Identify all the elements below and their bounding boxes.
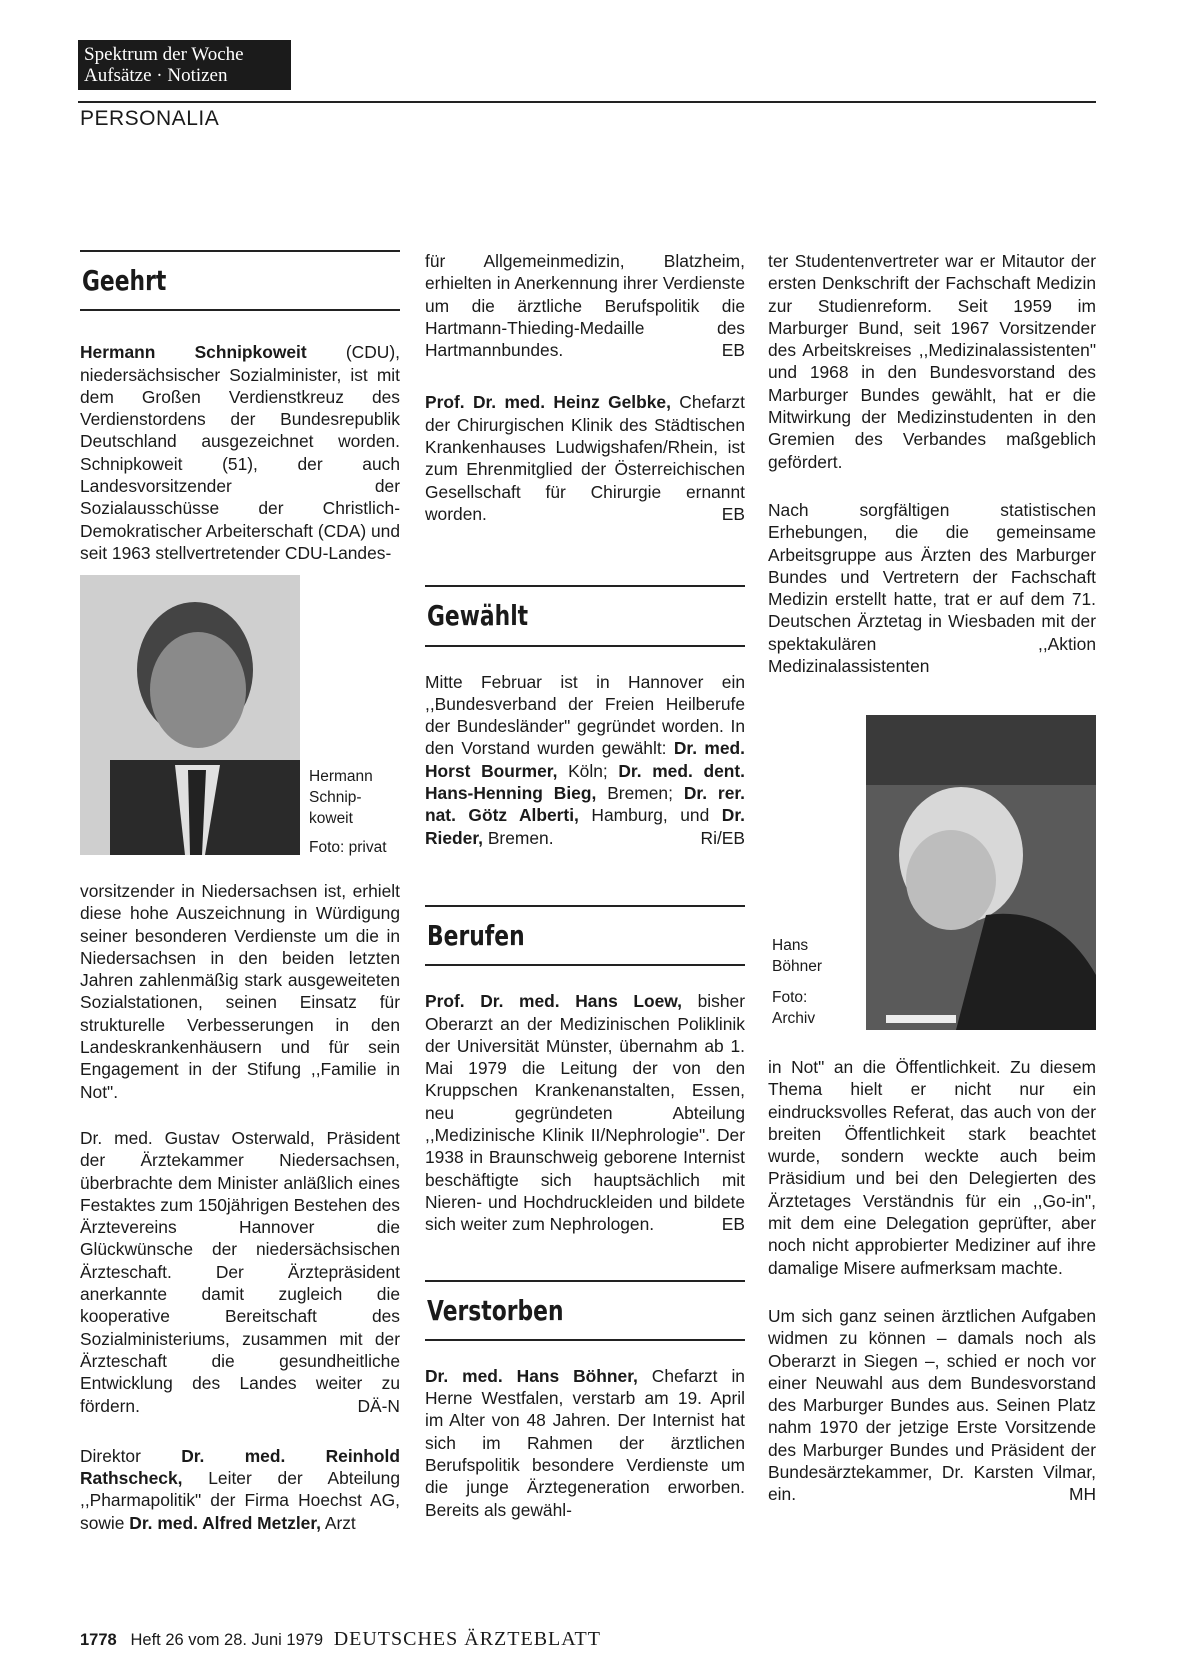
heading-rule <box>80 309 400 311</box>
paragraph-text: Dr. med. Gustav Osterwald, Präsident der Ärztekammer Niedersachsen, überbrachte dem Minister anläßlich eines Festaktes zum 150jährigen Bestehen des Ärztevereins Hannover die Glückwünsche der niedersächsischen Ärzteschaft. Der Ärztepräsident anerkannte damit zugleich die kooperative Bereitschaft des Sozialministeriums, zusammen mit der Ärzteschaft die gesundheitliche Entwicklung des Landes weiter zu fördern. <box>80 1127 400 1416</box>
heading-rule <box>425 645 745 647</box>
paragraph-text: Leiter der Abteilung ,,Pharmapolitik" der Firma Hoechst AG, sowie <box>80 1468 400 1533</box>
header-rule <box>78 101 1096 103</box>
paragraph-text: Köln; <box>557 760 619 781</box>
heading-geehrt: Geehrt <box>82 264 167 297</box>
section-badge <box>78 40 291 90</box>
paragraph <box>425 671 745 849</box>
heading-rule <box>425 1339 745 1341</box>
paragraph-text: (CDU), niedersächsischer Sozialminister, ist mit dem Großen Verdienstkreuz des Verdienstordens der Bundesrepublik Deutschland ausgezeichnet worden. Schnipkoweit (51), der auch Landesvorsitzender der Sozialausschüsse der Christlich-Demokratischer Arbeiterschaft (CDA) und seit 1963 stellvertretender CDU-Landes- <box>80 342 400 563</box>
page-footer <box>80 1628 601 1651</box>
section-label: PERSONALIA <box>80 107 220 130</box>
photo-credit: Archiv <box>772 1010 816 1027</box>
person-name: Prof. Dr. med. Heinz Gelbke, <box>425 392 671 413</box>
paragraph-text: bisher Oberarzt an der Medizinischen Poliklinik der Universität Münster, übernahm ab 1. Mai 1979 die Leitung der von den Kruppschen Krankenanstalten, Essen, neu gegründeten Abteilung ,,Medizinische Klinik II/Nephrologie". Der 1938 in Braunschweig geborene Internist beschäftigte sich hauptsächlich mit Nieren- und Hochdruckleiden und bildete sich weiter zum Nephrologen. <box>425 991 745 1235</box>
paragraph-text: Bremen. <box>483 827 554 848</box>
paragraph: Nach sorgfältigen statistischen Erhebungen, die die gemeinsame Arbeitsgruppe aus Ärzten des Marburger Bundes und Vertretern der Fachschaft Medizin erstellt hatte, trat er auf dem 71. Deutschen Ärztetag in Wiesbaden mit der spektakulären ,,Aktion Medizinalassistenten <box>768 499 1096 677</box>
column-1 <box>80 250 400 564</box>
paragraph-text: Um sich ganz seinen ärztlichen Aufgaben widmen zu können – damals noch als Oberarzt in Siegen –, schied er noch vor einer Neuwahl aus dem Bundesvorstand des Marburger Bundes aus. Seinen Platz nahm 1970 der jetzige Erste Vorsitzende des Marburger Bundes und Präsident der Bundesärztekammer, Dr. Karsten Vilmar, ein. <box>768 1305 1096 1505</box>
paragraph: in Not" an die Öffentlichkeit. Zu diesem Thema hielt er nicht nur ein eindrucksvolles Referat, das auch von der breiten Öffentlichkeit stark beachtet wurde, sondern weckte auch beim Präsidium und bei den Delegierten des Ärztetages Verständnis für ein ,,Go-in", mit dem eine Delegation geprüfter, aber noch nicht approbierter Mediziner auf ihre damalige Misere aufmerksam machte. <box>768 1057 1096 1278</box>
person-name: Dr. med. Alfred Metzler, <box>129 1512 321 1533</box>
person-name: Hermann Schnipkoweit <box>80 342 307 363</box>
author-signature: Ri/EB <box>700 827 745 848</box>
author-signature: EB <box>721 1214 745 1235</box>
caption-line: Böhner <box>772 958 822 975</box>
heading-rule <box>425 964 745 966</box>
heading-rule <box>80 250 400 252</box>
heading-berufen: Berufen <box>427 918 525 952</box>
issue-info: Heft 26 vom 28. Juni 1979 <box>130 1631 324 1649</box>
paragraph: vorsitzender in Niedersachsen ist, erhielt diese hohe Auszeichnung in Würdigung seiner besonderen Verdienste um die in Niedersachsen in den beiden letzten Jahren zahlenmäßig stark ausgeweiteten Sozialstationen, seinen Einsatz für strukturelle Verbesserungen in den Landeskrankenhäusern und für sein Engagement in der Stifung ,,Familie in Not". <box>80 881 400 1102</box>
paragraph <box>425 1365 745 1521</box>
column-3-continued <box>768 1056 1096 1506</box>
paragraph <box>80 1445 400 1534</box>
column-1-continued <box>80 880 400 1534</box>
page-number: 1778 <box>80 1631 117 1649</box>
paragraph: ter Studentenvertreter war er Mitautor der ersten Denkschrift der Fachschaft Medizin zur Studienreform. Seit 1959 im Marburger Bund, seit 1967 Vorsitzender des Arbeitskreises ,,Medizinalassistenten" und 1968 in den Bundesvorstand des Marburger Bundes gewählt, hat er die Mitwirkung der Medizinstudenten in den Gremien des Verbandes maßgeblich gefördert. <box>768 251 1096 472</box>
paragraph <box>80 341 400 564</box>
paragraph-text: Chefarzt der Chirurgischen Klinik des Städtischen Krankenhauses Ludwigshafen/Rhein, ist zum Ehrenmitglied der Österreichischen Gesellschaft für Chirurgie ernannt worden. <box>425 392 745 524</box>
person-name: Dr. Rieder, <box>425 805 745 848</box>
portrait-photo-boehner <box>866 715 1096 1030</box>
person-name: Dr. med. Horst Bourmer, <box>425 738 745 781</box>
person-name: Dr. med. Hans Böhner, <box>425 1365 638 1386</box>
author-signature: EB <box>721 340 745 361</box>
paragraph-text: Chefarzt in Herne Westfalen, verstarb am 19. April im Alter von 48 Jahren. Der Internist hat sich im Rahmen der ärztlichen Berufspolitik besondere Verdienste um die junge Ärztegeneration erworben. Bereits als gewähl- <box>425 1365 745 1520</box>
person-name: Dr. med. dent. Hans-Henning Bieg, <box>425 760 746 804</box>
badge-line-2: Aufsätze · Notizen <box>84 65 228 86</box>
caption-line: Schnip- <box>309 789 362 806</box>
column-2 <box>425 250 745 1521</box>
portrait-image <box>80 575 300 855</box>
paragraph-text: für Allgemeinmedizin, Blatzheim, erhielten in Anerkennung ihrer Verdienste um die ärztliche Berufspolitik die Hartmann-Thieding-Medaille des Hartmannbundes. <box>425 251 745 361</box>
author-signature: DÄ-N <box>357 1395 400 1416</box>
paragraph <box>425 391 745 525</box>
author-signature: EB <box>721 503 745 524</box>
paragraph <box>425 250 745 361</box>
column-3 <box>768 250 1096 677</box>
heading-rule <box>425 905 745 907</box>
photo-credit: Foto: <box>772 989 808 1006</box>
photo-caption-schnipkoweit <box>309 766 387 858</box>
person-name: Dr. med. Reinhold Rathscheck, <box>80 1445 400 1489</box>
portrait-image <box>866 715 1096 1030</box>
caption-line: Hermann <box>309 768 373 785</box>
author-signature: MH <box>1068 1484 1096 1505</box>
paragraph-text: Bremen; <box>596 783 684 804</box>
caption-line: Hans <box>772 937 809 954</box>
portrait-photo-schnipkoweit <box>80 575 300 855</box>
paragraph <box>80 1127 400 1417</box>
paragraph-text: Mitte Februar ist in Hannover ein ,,Bundesverband der Freien Heilberufe der Bundesländer" gegründet worden. In den Vorstand wurden gewählt: <box>425 671 745 759</box>
badge-line-1: Spektrum der Woche <box>84 44 244 65</box>
person-name: Prof. Dr. med. Hans Loew, <box>425 991 683 1012</box>
heading-rule <box>425 585 745 587</box>
photo-caption-boehner <box>772 935 822 1029</box>
paragraph-text: Direktor <box>80 1445 182 1466</box>
paragraph <box>425 990 745 1235</box>
heading-rule <box>425 1280 745 1282</box>
person-name: Dr. rer. nat. Götz Alberti, <box>425 783 746 826</box>
photo-credit: Foto: privat <box>309 839 387 856</box>
heading-gewaehlt: Gewählt <box>427 599 529 633</box>
journal-name: DEUTSCHES ÄRZTEBLATT <box>333 1628 601 1650</box>
caption-line: koweit <box>309 810 353 827</box>
heading-verstorben: Verstorben <box>427 1293 564 1327</box>
paragraph-text: Arzt <box>320 1512 356 1533</box>
paragraph <box>768 1305 1096 1506</box>
paragraph-text: Hamburg, und <box>578 805 722 826</box>
